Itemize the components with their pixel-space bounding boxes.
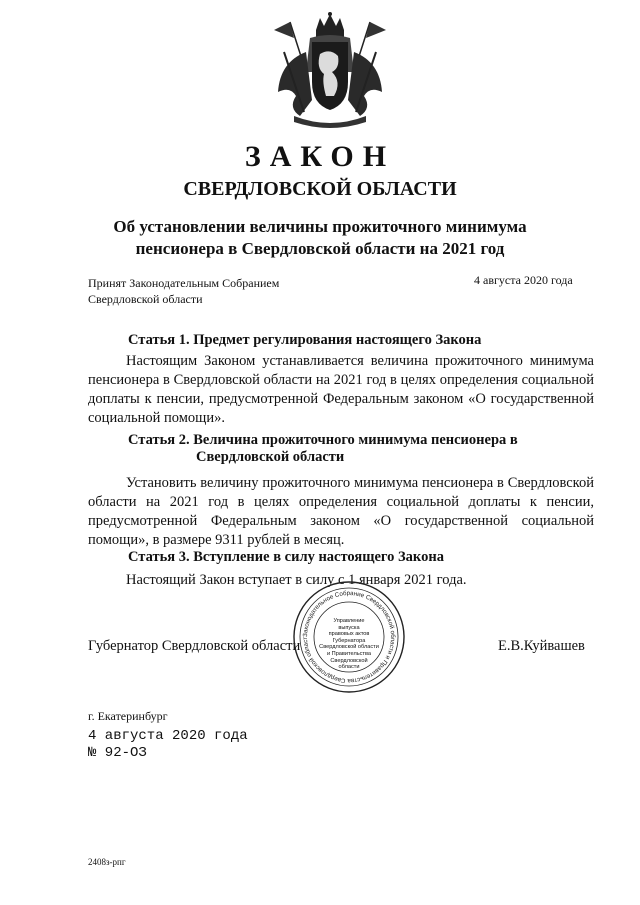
seal-line: Свердловской: [330, 657, 368, 664]
article-1-body: Настоящим Законом устанавливается величина прожиточного минимума пенсионера в Свердловской области на 2021 год в целях определения социальной доплаты к пенсии, предусмотренной Федеральным законом «О государственной социальной помощи».: [88, 353, 594, 426]
law-number: № 92-ОЗ: [88, 745, 147, 761]
article-2-heading-line-1: Статья 2. Величина прожиточного минимума пенсионера в: [128, 432, 518, 448]
article-2-text: [88, 474, 594, 550]
law-subject-line-1: Об установлении величины прожиточного минимума: [113, 217, 527, 236]
article-2-body: Установить величину прожиточного минимума пенсионера в Свердловской области на 2021 год в целях определения социальной доплаты к пенсии, предусмотренной Федеральным законом «О государственной социальной помощи», в размере 9311 рублей в месяц.: [88, 475, 594, 548]
article-1-text: [88, 352, 594, 428]
adopted-by-line-1: Принят Законодательным Собранием: [88, 276, 280, 290]
coat-of-arms-icon: [260, 12, 400, 130]
seal-line: и Правительства: [327, 650, 371, 657]
seal-center-text: [310, 618, 388, 671]
signatory-title: Губернатор Свердловской области: [88, 638, 301, 654]
seal-line: выпуска: [338, 624, 360, 631]
adopted-by: [88, 275, 279, 307]
seal-line: области: [338, 664, 360, 671]
signatory-name: Е.В.Куйвашев: [498, 638, 585, 654]
adoption-date: 4 августа 2020 года: [474, 273, 573, 287]
article-3-heading: Статья 3. Вступление в силу настоящего Закона: [128, 549, 444, 565]
article-1-heading: Статья 1. Предмет регулирования настоящего Закона: [128, 332, 482, 348]
seal-line: Управление: [333, 618, 365, 624]
document-code: 2408з-рпг: [88, 857, 126, 867]
adopted-by-line-2: Свердловской области: [88, 292, 203, 306]
article-2-heading: [128, 432, 518, 466]
region-title: СВЕРДЛОВСКОЙ ОБЛАСТИ: [183, 178, 457, 200]
typed-date: 4 августа 2020 года: [88, 728, 248, 744]
law-subject: [0, 216, 640, 260]
seal-line: Свердловской области: [319, 644, 379, 651]
article-3-body: Настоящий Закон вступает в силу с 1 января 2021 года.: [126, 572, 467, 588]
seal-ring-text: Законодательное Собрание Свердловской области и Правительства Свердловской област: [301, 589, 397, 685]
law-subject-line-2: пенсионера в Свердловской области на 2021 год: [135, 239, 505, 258]
seal-line: Губернатора: [332, 637, 366, 644]
seal-line: правовых актов: [328, 631, 370, 638]
law-title: ЗАКОН: [244, 140, 396, 173]
city: г. Екатеринбург: [88, 709, 168, 723]
article-2-heading-line-2: Свердловской области: [196, 449, 345, 465]
